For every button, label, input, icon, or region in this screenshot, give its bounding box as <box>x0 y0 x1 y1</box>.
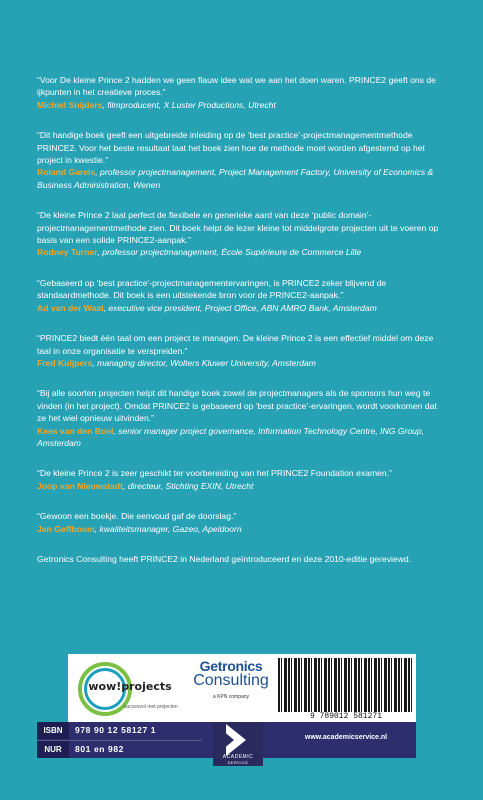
quote-author: Rodney Turner <box>37 247 98 258</box>
nur-value: 801 en 982 <box>75 744 125 754</box>
quote-role: , managing director, Wolters Kluwer University, Amsterdam <box>92 357 316 368</box>
quote-text: “Voor De kleine Prince 2 hadden we geen flauw idee wat we aan het doen waren. PRINCE2 geeft ons de ijkpunten in het creatieve proces.” <box>37 75 436 98</box>
quote-text: “De kleine Prince 2 is zeer geschikt ter voorbereiding van het PRINCE2 Foundation examen.” <box>37 468 392 479</box>
quote-attribution <box>37 523 447 535</box>
quote-attribution <box>37 425 447 450</box>
barcode-number: 9 789012 581271 <box>278 712 414 721</box>
quote-text: “De kleine Prince 2 laat perfect de flexibele en generieke aard van deze ‘public domain’-projectmanagementmethode zien. Dit boek helpt de lezer kleine tot middelgrote projecten uit te voeren op basis van een solide PRINCE2-aanpak.” <box>37 210 439 246</box>
getronics-consulting: Consulting <box>193 672 269 689</box>
quote-attribution <box>37 166 447 191</box>
quote-role: , professor projectmanagement, École Supérieure de Commerce Lille <box>97 247 362 258</box>
isbn-label: ISBN <box>37 722 69 739</box>
endorsement <box>37 510 447 535</box>
endorsement <box>37 209 447 259</box>
quote-role: , kwaliteitsmanager, Gazeo, Apeldoorn <box>94 523 242 534</box>
quote-author: Michiel Snijders <box>37 99 103 110</box>
quote-attribution <box>37 99 447 111</box>
quote-attribution <box>37 246 447 258</box>
quote-role: , senior manager project governance, Information Technology Centre, ING Group, Amsterdam <box>37 425 425 448</box>
endorsement <box>37 387 447 449</box>
closing-text: Getronics Consulting heeft PRINCE2 in Nederland geïntroduceerd en deze 2010-editie gereviewd. <box>37 553 412 564</box>
quote-author: Roland Gareis <box>37 167 96 178</box>
quote-attribution <box>37 302 447 314</box>
quote-author: Jan Geffboom <box>37 523 95 534</box>
quote-author: Ad van der Waal <box>37 302 104 313</box>
quote-attribution <box>37 357 447 369</box>
quote-attribution <box>37 480 447 492</box>
quote-role: , directeur, Stichting EXIN, Utrecht <box>122 480 254 491</box>
quote-text: “Gewoon een boekje. Die eenvoud gaf de doorslag.” <box>37 511 237 522</box>
quote-author: Fred Kuijpers <box>37 357 93 368</box>
endorsement <box>37 332 447 369</box>
isbn-row <box>37 722 202 739</box>
academic-service-logo <box>213 722 263 766</box>
quote-role: , filmproducent, X Luster Productions, Utrecht <box>102 99 276 110</box>
arrow-logo-inner-icon <box>222 730 234 750</box>
nur-label: NUR <box>37 741 69 758</box>
quote-text: “Gebaseerd op ‘best practice’-projectmanagementervaringen, is PRINCE2 zeker blijvend de standaardmethode. Dit boek is een uitstekende bron voor de PRINCE2-aanpak.” <box>37 277 387 301</box>
endorsement <box>37 129 447 191</box>
getronics-tagline: a KPN company <box>212 694 250 700</box>
academic-text: ACADEMIC <box>222 754 254 760</box>
quote-text: “Bij alle soorten projecten helpt dit handige boek zowel de projectmanagers als de sponsors hun weg te vinden (in het project). Omdat PRINCE2 is gebaseerd op ‘best practice’-ervaringen, wordt voorkomen dat ze het wiel opnieuw uitvinden.” <box>37 388 437 424</box>
quote-role: , executive vice president, Project Office, ABN AMRO Bank, Amsterdam <box>103 302 377 313</box>
quote-author: Kees van den Boel <box>37 425 114 436</box>
endorsements <box>37 74 447 565</box>
nur-row <box>37 740 202 758</box>
getronics-name: Getronics <box>199 658 263 674</box>
quote-role: , professor projectmanagement, Project Management Factory, University of Economics & Business Administration, Wenen <box>37 167 434 190</box>
wow-logo-tagline: succesvol met projecten <box>124 704 178 710</box>
isbn-value: 978 90 12 58127 1 <box>75 725 157 735</box>
quote-text: “PRINCE2 biedt één taal om een project te managen. De kleine Prince 2 is een effectief middel om deze taal in onze organisatie te verspreiden.” <box>37 333 434 356</box>
endorsement <box>37 277 447 314</box>
quote-text: “Dit handige boek geeft een uitgebreide inleiding op de ‘best practice’-projectmanagementmethode PRINCE2. Voor het beste resultaat laat het boek zien hoe de methode moet worden afgestemd op het project in kwestie.” <box>37 130 425 166</box>
endorsement <box>37 467 447 492</box>
getronics-logo <box>186 658 276 720</box>
website-url: www.academicservice.nl <box>304 734 388 741</box>
wow-projects-logo <box>70 656 182 722</box>
wow-logo-text: wow!projects <box>88 680 172 693</box>
service-text: SERVICE <box>227 760 249 765</box>
endorsement <box>37 74 447 111</box>
barcode <box>278 658 414 720</box>
quote-author: Joop van Nieuwstadt <box>37 480 123 491</box>
